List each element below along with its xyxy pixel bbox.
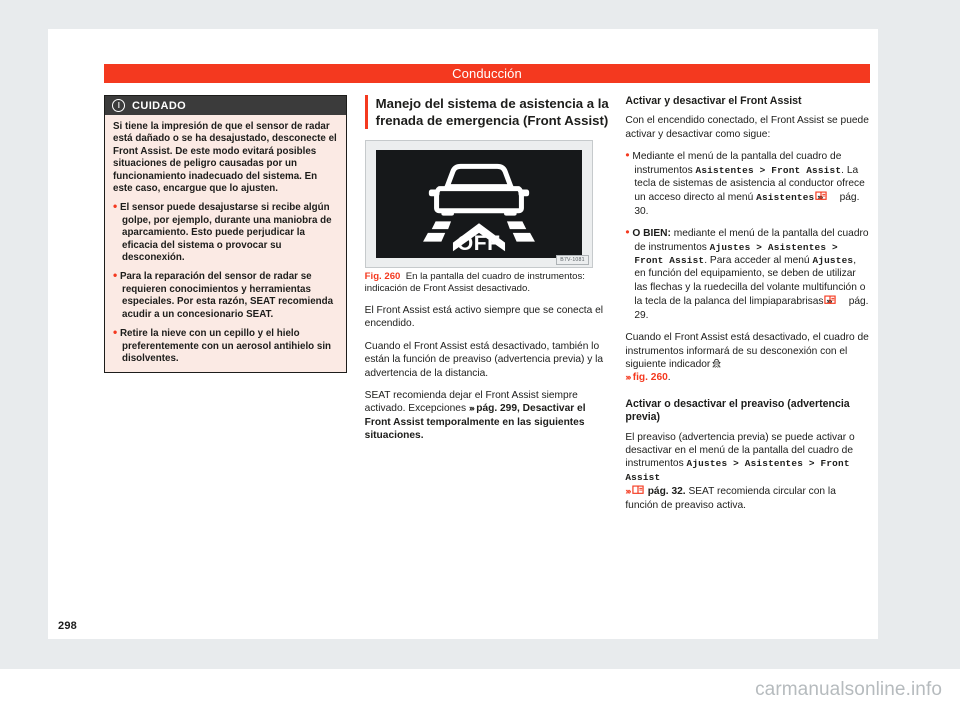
column-middle xyxy=(365,95,610,615)
page-reference[interactable]: pág. 299, Desactivar el Front Assist temporalmente en las siguientes situaciones. xyxy=(364,403,586,442)
section-heading-container xyxy=(365,95,610,129)
warning-bullet-item xyxy=(113,199,338,264)
page-number: 298 xyxy=(58,620,77,632)
page-reference[interactable]: pág. 29. xyxy=(634,296,869,321)
book-reference-icon xyxy=(823,190,836,200)
page-margin-strip xyxy=(48,29,88,639)
menu-path-ajustes: Ajustes xyxy=(812,255,854,267)
page-reference[interactable]: pág. 30. xyxy=(634,192,860,217)
warning-box-cuidado xyxy=(104,95,347,373)
site-watermark: carmanualsonline.info xyxy=(755,679,942,700)
page-reference[interactable]: pág. 32. xyxy=(647,486,686,498)
menu-path-ajustes-asistentes-front-assist: Ajustes > Asistentes > Front Assist xyxy=(625,458,850,483)
warning-bullet-text: Retire la nieve con un cepillo y el hielo preferentemente con un aerosol antihielo sin disolventes. xyxy=(119,328,332,364)
bullet-lead-bold: O BIEN: xyxy=(632,228,671,240)
warning-bullet-text: El sensor puede desajustarse si recibe algún golpe, por ejemplo, durante una maniobra de aparcamiento. Esto puede perjudicar la eficacia del sistema o provocar su desconexión. xyxy=(119,202,332,264)
middle-body-text xyxy=(365,304,610,443)
warning-box-title: CUIDADO xyxy=(132,99,187,112)
chapter-title: Conducción xyxy=(452,66,522,81)
viewer-footer-area xyxy=(0,669,960,708)
menu-path-ajustes-asistentes-front-assist: Ajustes > Asistentes > Front Assist xyxy=(634,241,838,267)
warning-circle-icon xyxy=(112,99,125,112)
bullet-dot-icon: • xyxy=(113,325,118,340)
instrument-cluster-screen xyxy=(376,150,582,258)
warning-bullet-item xyxy=(113,325,338,365)
three-column-layout xyxy=(104,95,870,615)
subsection-heading-activar: Activar y desactivar el Front Assist xyxy=(625,95,802,107)
section-heading: Manejo del sistema de asistencia a la frenada de emergencia (Front Assist) xyxy=(375,96,609,128)
period: . xyxy=(667,372,671,384)
reference-arrows: ››› xyxy=(468,403,474,414)
paragraph-text: Cuando el Front Assist está desactivado, el cuadro de instrumentos informará de su desconexión con el siguiente indicador xyxy=(625,332,869,370)
figure-reference-link[interactable]: fig. 260 xyxy=(632,372,668,384)
reference-arrows: ››› xyxy=(817,192,822,203)
column-left xyxy=(104,95,349,615)
bullet-tail-text: . Para acceder al menú xyxy=(704,255,810,267)
reference-arrows: ››› xyxy=(826,296,831,307)
reference-arrows: ››› xyxy=(625,372,630,383)
warning-bullet-item xyxy=(113,268,338,321)
warning-bullet-text: Para la reparación del sensor de radar se requieren conocimientos y herramientas especiales. Por esta razón, SEAT recomienda acudir a un concesionario SEAT. xyxy=(119,271,334,320)
column-right xyxy=(625,95,870,615)
warning-box-body xyxy=(105,115,346,372)
front-assist-off-indicator-icon xyxy=(711,358,722,368)
figure-caption-text: En la pantalla del cuadro de instrumentos: indicación de Front Assist desactivado. xyxy=(364,271,585,294)
chapter-title-bar xyxy=(104,64,870,83)
paragraph-indicator xyxy=(625,331,870,385)
paragraph: El Front Assist está activo siempre que se conecta el encendido. xyxy=(364,305,604,330)
off-label: OFF xyxy=(456,232,501,255)
bullet-dot-icon: • xyxy=(625,148,630,163)
paragraph-text: SEAT recomienda dejar el Front Assist siempre activado. Excepciones xyxy=(364,390,578,415)
reference-arrows: ››› xyxy=(625,486,630,497)
paragraph-text: El preaviso (advertencia previa) se puede activar o desactivar en el menú de la pantalla del cuadro de instrumentos xyxy=(625,431,855,470)
figure-number: Fig. 260 xyxy=(364,271,401,282)
subsection-heading-preaviso: Activar o desactivar el preaviso (advertencia previa) xyxy=(625,397,850,424)
figure-image xyxy=(365,140,593,268)
book-reference-icon xyxy=(832,294,845,304)
menu-path-asistentes-front-assist: Asistentes > Front Assist xyxy=(695,164,842,176)
bullet-lead-text: Mediante el menú de la pantalla del cuadro de instrumentos xyxy=(632,151,842,176)
warning-box-header xyxy=(105,96,346,115)
bullet-dot-icon: • xyxy=(625,225,630,240)
bullet-dot-icon: • xyxy=(113,199,118,214)
menu-path-asistentes: Asistentes xyxy=(756,192,815,204)
viewer-bottom-band xyxy=(0,639,960,669)
paragraph: Con el encendido conectado, el Front Assist se puede activar y desactivar como sigue: xyxy=(625,115,869,140)
bullet-item-menu-ajustes xyxy=(625,227,870,322)
manual-page-sheet xyxy=(48,29,878,639)
bullet-item-menu-asistentes xyxy=(625,150,870,218)
bullet-tail-text-2: , en función del equipamiento, se deben de utilizar las flechas y la ruedecilla del volante multifunción o la tecla de la palanca del limpiaparabrisas xyxy=(634,255,866,308)
paragraph-tail: SEAT recomienda circular con la función de preaviso activa. xyxy=(625,486,836,511)
figure-caption xyxy=(365,271,597,295)
bullet-lead-text: mediante el menú de la pantalla del cuadro de instrumentos xyxy=(634,228,869,253)
paragraph-preaviso xyxy=(625,431,870,512)
book-reference-icon xyxy=(631,484,644,494)
bullet-dot-icon: • xyxy=(113,268,118,283)
warning-paragraph: Si tiene la impresión de que el sensor de radar está dañado o se ha desajustado, desconecte el Front Assist. De este modo evitará posibles situaciones de peligro causadas por un funcionamiento inadecuado del sistema. En este caso, encargue que lo ajusten. xyxy=(113,121,337,195)
paragraph-with-reference xyxy=(365,389,610,443)
bullet-tail-text: . La tecla de sistemas de asistencia al conductor ofrece un acceso directo al menú xyxy=(634,164,865,204)
figure-code-label: B7V-1081 xyxy=(556,255,588,265)
paragraph: Cuando el Front Assist está desactivado, también lo están la función de preaviso (advertencia previa) y la advertencia de la distancia. xyxy=(364,340,604,379)
